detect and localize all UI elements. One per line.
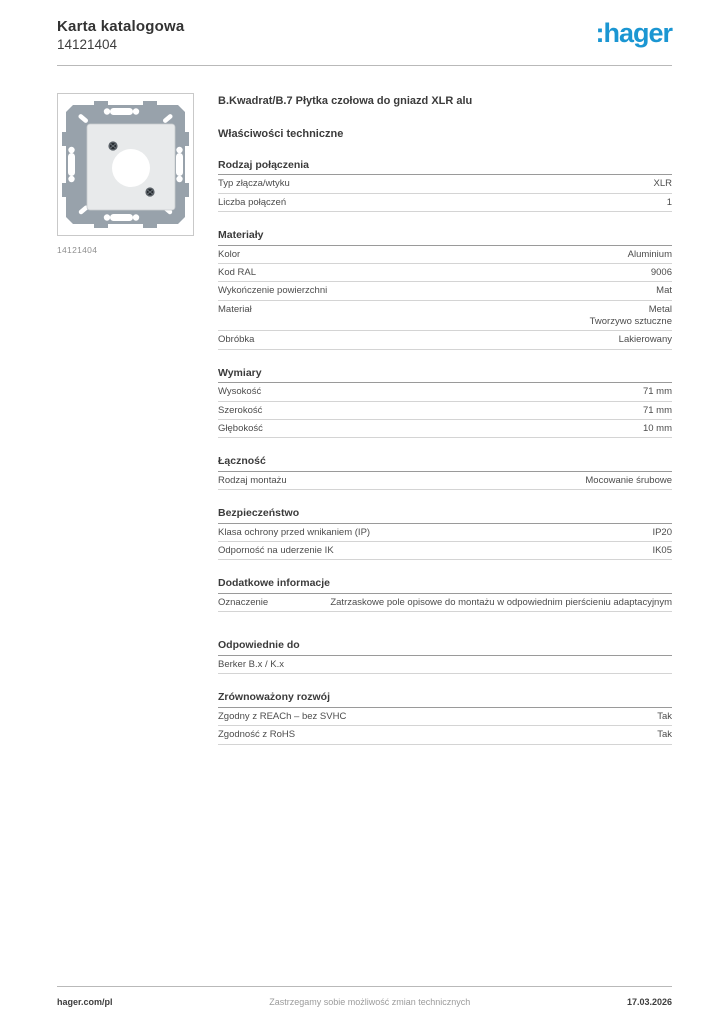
hager-logo: :hager	[595, 18, 672, 48]
spec-value: Tak	[657, 710, 672, 722]
spec-label: Materiał	[218, 303, 252, 315]
spec-value: Metal Tworzywo sztuczne	[589, 303, 672, 327]
page-footer	[57, 986, 672, 1007]
spec-label: Głębokość	[218, 422, 263, 434]
spec-value: XLR	[653, 178, 672, 190]
spec-row	[218, 594, 672, 612]
product-photo	[58, 94, 193, 235]
spec-section	[218, 229, 672, 350]
spec-value: Mat	[656, 285, 672, 297]
spec-row	[218, 282, 672, 300]
spec-label: Liczba połączeń	[218, 196, 287, 208]
spec-value: 71 mm	[642, 404, 672, 416]
spec-value: Aluminium	[627, 248, 672, 260]
spec-value: 71 mm	[642, 386, 672, 398]
spec-value: Lakierowany	[618, 334, 672, 346]
xlr-hole	[112, 149, 150, 187]
spec-label: Obróbka	[218, 334, 255, 346]
spec-label: Wykończenie powierzchni	[218, 285, 328, 297]
screw-top-left	[108, 142, 117, 151]
spec-row	[218, 301, 672, 332]
spec-value: Mocowanie śrubowe	[585, 474, 672, 486]
main-content	[57, 93, 672, 744]
spec-value: 1	[666, 196, 672, 208]
spec-section	[218, 577, 672, 612]
spec-label: Zgodność z RoHS	[218, 729, 296, 741]
spec-label: Zgodny z REACh – bez SVHC	[218, 710, 347, 722]
spec-label: Berker B.x / K.x	[218, 658, 284, 670]
spec-label: Szerokość	[218, 404, 263, 416]
footer-date: 17.03.2026	[626, 997, 672, 1007]
section-title: Wymiary	[218, 367, 672, 384]
spec-row	[218, 264, 672, 282]
spec-section	[218, 691, 672, 744]
spec-label: Rodzaj montażu	[218, 474, 287, 486]
spec-row	[218, 175, 672, 193]
spec-row	[218, 708, 672, 726]
spec-value: IP20	[652, 526, 672, 538]
spec-row	[218, 472, 672, 490]
spec-label: Kod RAL	[218, 266, 257, 278]
spec-label: Oznaczenie	[218, 597, 269, 608]
spec-row	[218, 246, 672, 264]
spec-label: Klasa ochrony przed wnikaniem (IP)	[218, 526, 371, 538]
spec-section	[218, 159, 672, 212]
spec-sections	[218, 159, 672, 745]
spec-section	[218, 367, 672, 439]
spec-label: Odporność na uderzenie IK	[218, 545, 334, 557]
spec-row	[218, 383, 672, 401]
spec-row	[218, 194, 672, 212]
spec-value: 9006	[650, 266, 672, 278]
spec-value: 10 mm	[642, 422, 672, 434]
page-header	[57, 0, 672, 52]
footer-disclaimer: Zastrzegamy sobie możliwość zmian technicznych	[269, 997, 471, 1007]
spec-label: Kolor	[218, 248, 241, 260]
section-title: Dodatkowe informacje	[218, 577, 672, 594]
properties-heading: Właściwości techniczne	[218, 128, 344, 141]
product-image-frame	[57, 93, 194, 236]
spec-value: Zatrzaskowe pole opisowe do montażu w odpowiednim pierścieniu adaptacyjnym	[330, 597, 672, 608]
spec-label: Wysokość	[218, 386, 262, 398]
section-title: Materiały	[218, 229, 672, 246]
spec-value: Tak	[657, 729, 672, 741]
header-divider	[57, 65, 672, 66]
section-title: Bezpieczeństwo	[218, 507, 672, 524]
product-title: B.Kwadrat/B.7 Płytka czołowa do gniazd XLR alu	[218, 95, 473, 108]
spec-row	[218, 656, 672, 674]
spec-row	[218, 420, 672, 438]
spec-row	[218, 402, 672, 420]
doc-product-number: 14121404	[57, 37, 118, 53]
spec-value: IK05	[652, 545, 672, 557]
doc-title-block	[57, 18, 184, 52]
spec-row	[218, 726, 672, 744]
spec-row	[218, 331, 672, 349]
section-title: Rodzaj połączenia	[218, 159, 672, 176]
spec-row	[218, 524, 672, 542]
spec-row	[218, 542, 672, 560]
spec-label: Typ złącza/wtyku	[218, 178, 290, 190]
footer-website-link[interactable]: hager.com/pl	[57, 997, 113, 1007]
section-title: Zrównoważony rozwój	[218, 691, 672, 708]
section-title: Odpowiednie do	[218, 639, 672, 656]
screw-bottom-right	[145, 188, 154, 197]
doc-type-title: Karta katalogowa	[57, 18, 185, 35]
spec-section	[218, 455, 672, 490]
spec-content	[218, 93, 672, 744]
spec-section	[218, 639, 672, 674]
product-image-caption: 14121404	[57, 245, 98, 256]
product-image-column	[57, 93, 194, 744]
spec-section	[218, 507, 672, 560]
section-title: Łączność	[218, 455, 672, 472]
